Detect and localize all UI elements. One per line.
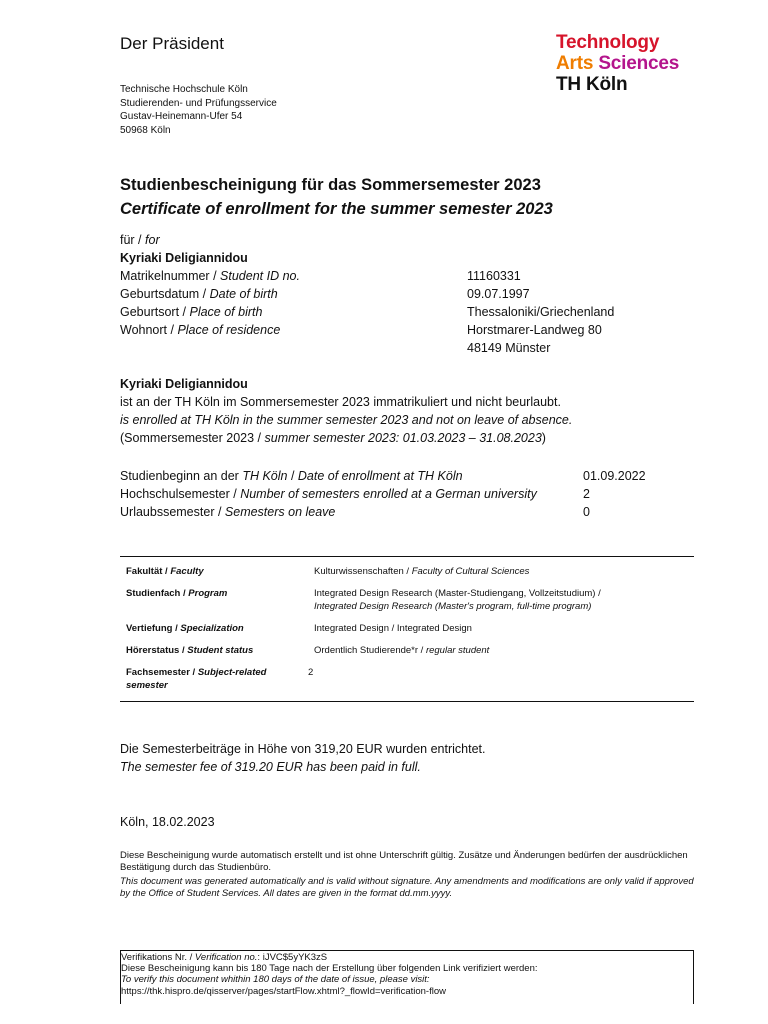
val-en: Faculty of Cultural Sciences <box>411 566 530 577</box>
period-close: ) <box>541 431 546 445</box>
field-row-place-of-residence <box>120 321 602 339</box>
logo-th-koeln: TH Köln <box>556 74 628 95</box>
subject-semester-row <box>120 662 694 701</box>
field-label-en: Place of residence <box>177 323 281 337</box>
field-label-en: Date of birth <box>209 287 278 301</box>
program-key <box>120 587 314 613</box>
notice-english: This document was generated automatically and is valid without signature. Any amendments and modifications are only valid if approved by the Office of Student Services. All dates are given in the format dd.mm.yyyy. <box>120 876 694 899</box>
key-de: Hörerstatus / <box>126 645 188 656</box>
field-label-de: Geburtsort / <box>120 305 190 319</box>
semester-label-en: Number of semesters enrolled at a German university <box>240 487 537 501</box>
verification-code: iJVC$5yYK3zS <box>262 952 328 963</box>
semester-info <box>120 467 646 521</box>
key-en: Specialization <box>180 623 244 634</box>
verification-note-german: Diese Bescheinigung kann bis 180 Tage nach der Erstellung über folgenden Link verifiziert werden: <box>121 963 538 975</box>
field-value: 09.07.1997 <box>467 287 530 301</box>
semester-label-sep: / <box>287 469 298 483</box>
specialization-row <box>120 618 694 640</box>
faculty-row <box>120 561 694 583</box>
semester-label-it: TH Köln <box>242 469 288 483</box>
semester-label-en: Semesters on leave <box>224 505 336 519</box>
semester-label-de: Studienbeginn an der <box>120 469 243 483</box>
key-en: Subject-related semester <box>126 667 267 691</box>
verification-colon: : <box>257 952 263 963</box>
person-details <box>120 231 615 357</box>
faculty-key <box>120 565 314 578</box>
field-row-date-of-birth <box>120 285 530 303</box>
validity-notice <box>120 850 700 900</box>
period-de: (Sommersemester 2023 / <box>120 431 265 445</box>
field-row-student-id <box>120 267 521 285</box>
faculty-value <box>314 565 694 578</box>
statement-english: is enrolled at TH Köln in the summer semester 2023 and not on leave of absence. <box>120 413 573 427</box>
field-label-de: Geburtsdatum / <box>120 287 210 301</box>
verification-box <box>120 950 694 1004</box>
field-value: Horstmarer-Landweg 80 <box>467 323 602 337</box>
specialization-value: Integrated Design / Integrated Design <box>314 623 472 634</box>
key-de: Fakultät / <box>126 566 171 577</box>
semester-row <box>120 467 646 485</box>
fee-english: The semester fee of 319.20 EUR has been paid in full. <box>120 760 421 774</box>
th-koeln-logo <box>556 32 679 95</box>
faculty-table <box>120 556 694 702</box>
student-status-row <box>120 640 694 662</box>
semester-value: 2 <box>583 487 590 501</box>
subject-semester-value: 2 <box>308 667 314 678</box>
for-de: für / <box>120 233 146 247</box>
for-en: for <box>145 233 160 247</box>
key-en: Program <box>188 588 228 599</box>
sender-address <box>120 83 277 137</box>
field-label-en: Place of birth <box>189 305 263 319</box>
statement-name: Kyriaki Deligiannidou <box>120 377 248 391</box>
program-row <box>120 583 694 618</box>
logo-arts: Arts <box>556 53 594 74</box>
document-title <box>120 173 553 221</box>
semester-value: 0 <box>583 505 590 519</box>
student-status-value <box>314 644 694 657</box>
key-de: Vertiefung / <box>126 623 181 634</box>
val-de: Integrated Design Research (Master-Studiengang, Vollzeitstudium) / <box>314 588 601 599</box>
field-label-de: Wohnort / <box>120 323 178 337</box>
enrollment-statement <box>120 375 572 447</box>
place-date: Köln, 18.02.2023 <box>120 815 215 829</box>
semester-label-de: Hochschulsemester / <box>120 487 241 501</box>
logo-technology: Technology <box>556 32 660 53</box>
val-de: Ordentlich Studierende*r / <box>314 645 426 656</box>
field-row-residence-line2 <box>120 339 551 357</box>
student-status-key <box>120 644 314 657</box>
verification-link[interactable]: https://thk.hispro.de/qisserver/pages/startFlow.xhtml?_flowId=verification-flow <box>121 985 446 997</box>
verification-label-en: Verification no. <box>194 952 258 963</box>
fee-german: Die Semesterbeiträge in Höhe von 319,20 EUR wurden entrichtet. <box>120 742 486 756</box>
field-value: Thessaloniki/Griechenland <box>467 305 615 319</box>
period-en: summer semester 2023: 01.03.2023 – 31.08.2023 <box>264 431 542 445</box>
logo-sciences: Sciences <box>598 53 680 74</box>
title-german: Studienbescheinigung für das Sommersemester 2023 <box>120 176 541 194</box>
verification-number <box>121 952 693 963</box>
semester-period <box>120 429 572 447</box>
val-en: Integrated Design Research (Master's program, full-time program) <box>314 601 592 612</box>
val-en: regular student <box>425 645 490 656</box>
program-value <box>314 587 694 613</box>
president-heading: Der Präsident <box>120 34 224 53</box>
statement-german: ist an der TH Köln im Sommersemester 2023 immatrikuliert und nicht beurlaubt. <box>120 395 561 409</box>
title-english: Certificate of enrollment for the summer semester 2023 <box>120 200 553 218</box>
semester-value: 01.09.2022 <box>583 469 646 483</box>
semester-label-de: Urlaubssemester / <box>120 505 225 519</box>
address-line: Gustav-Heinemann-Ufer 54 <box>120 111 243 122</box>
for-label <box>120 231 300 249</box>
semester-row <box>120 503 590 521</box>
field-value: 11160331 <box>467 269 521 283</box>
fee-statement <box>120 740 485 776</box>
address-line: Technische Hochschule Köln <box>120 84 248 95</box>
field-label-de: Matrikelnummer / <box>120 269 221 283</box>
key-de: Fachsemester / <box>126 667 198 678</box>
key-en: Faculty <box>170 566 204 577</box>
key-en: Student status <box>187 645 254 656</box>
subject-semester-key <box>120 666 308 692</box>
student-name: Kyriaki Deligiannidou <box>120 251 248 265</box>
val-de: Kulturwissenschaften / <box>314 566 412 577</box>
field-value: 48149 Münster <box>467 341 551 355</box>
field-label-en: Student ID no. <box>220 269 300 283</box>
address-line: 50968 Köln <box>120 124 171 136</box>
specialization-key <box>120 622 314 635</box>
field-row-place-of-birth <box>120 303 615 321</box>
semester-row <box>120 485 590 503</box>
verification-note-english: To verify this document whithin 180 days of the date of issue, please visit: <box>121 974 430 986</box>
notice-german: Diese Bescheinigung wurde automatisch erstellt und ist ohne Unterschrift gültig. Zusätze und Änderungen bedürfen der ausdrücklichen Bestätigung durch das Studienbüro. <box>120 850 688 873</box>
key-de: Studienfach / <box>126 588 189 599</box>
address-line: Studierenden- und Prüfungsservice <box>120 97 277 109</box>
verification-label-de: Verifikations Nr. / <box>121 952 195 963</box>
semester-label-en: Date of enrollment at TH Köln <box>297 469 463 483</box>
